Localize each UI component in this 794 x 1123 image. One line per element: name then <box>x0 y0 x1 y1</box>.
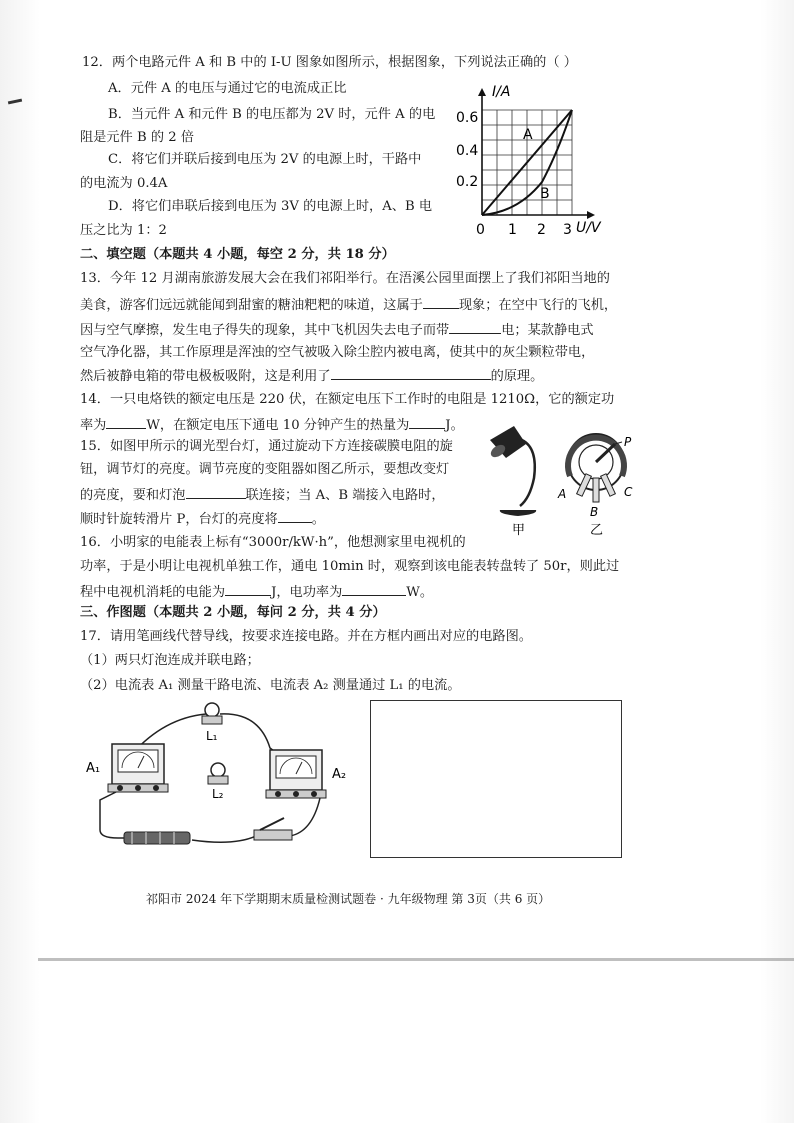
desk-lamp-icon <box>489 426 537 516</box>
rheostat-label-b: B <box>590 505 599 519</box>
q12-option-a: A．元件 A 的电压与通过它的电流成正比 <box>108 81 347 96</box>
q16-line3 <box>80 582 433 602</box>
q14-line2-text-c: J。 <box>445 418 464 433</box>
q13-line5-text-a: 然后被静电箱的带电极板吸附，这是利用了 <box>80 369 331 384</box>
ammeter-a1-icon <box>108 744 168 792</box>
iu-graph <box>448 82 618 242</box>
q15-line4 <box>80 509 325 529</box>
graph-y-tick-06: 0.6 <box>456 110 479 126</box>
q15-line3-text-b: 联连接；当 A、B 端接入电路时， <box>245 488 445 503</box>
rheostat-label-a: A <box>558 487 567 501</box>
q16-line3-text-a: 程中电视机消耗的电能为 <box>80 585 226 600</box>
rheostat-icon <box>568 434 624 502</box>
figure-yi-label: 乙 <box>590 523 604 538</box>
q15-blank-2[interactable] <box>278 509 312 523</box>
label-a2: A₂ <box>332 767 347 782</box>
q17-line2: （1）两只灯泡连成并联电路； <box>80 653 260 668</box>
switch-icon <box>254 818 292 840</box>
q12-option-d-line2: 压之比为 1：2 <box>80 223 167 238</box>
graph-y-axis-label: I/A <box>492 84 511 100</box>
page-footer: 祁阳市 2024 年下学期期末质量检测试题卷 · 九年级物理 第 3页（共 6 页） <box>146 892 551 906</box>
graph-x-tick-2: 2 <box>537 222 546 238</box>
q16-line2: 功率，于是小明让电视机单独工作，通电 10min 时，观察到该电能表转盘转了 50r，则此过 <box>80 559 620 574</box>
graph-curve-b-label: B <box>540 186 550 202</box>
q13-line2-text-a: 美食，游客们远远就能闻到甜蜜的糖油粑粑的味道，这属于 <box>80 298 423 313</box>
circuit-diagram-answer-box[interactable] <box>370 700 622 858</box>
q12-option-b-line2: 阻是元件 B 的 2 倍 <box>80 130 194 145</box>
section-3-heading: 三、作图题（本题共 2 小题，每问 2 分，共 4 分） <box>80 605 386 620</box>
q16-line3-text-c: W。 <box>406 585 434 600</box>
label-l2: L₂ <box>212 787 224 801</box>
q13-line2 <box>80 295 617 315</box>
q14-line1: 14．一只电烙铁的额定电压是 220 伏，在额定电压下工作时的电阻是 1210Ω，它的额定功 <box>80 392 615 407</box>
q14-blank-2[interactable] <box>409 415 445 429</box>
q12-option-c-line2: 的电流为 0.4A <box>80 176 168 191</box>
lamp-l2-icon <box>208 763 228 784</box>
graph-curve-a-label: A <box>523 127 533 143</box>
q13-line2-text-b: 现象；在空中飞行的飞机， <box>458 298 618 313</box>
q14-line2 <box>80 415 464 435</box>
q13-blank-1[interactable] <box>423 295 459 309</box>
q16-blank-1[interactable] <box>225 582 271 596</box>
figure-jia-label: 甲 <box>512 523 526 538</box>
q14-line2-text-a: 率为 <box>80 418 107 433</box>
q15-line4-text-a: 顺时针旋转滑片 P，台灯的亮度将 <box>80 512 278 527</box>
q15-line3-text-a: 的亮度，要和灯泡 <box>80 488 186 503</box>
q13-blank-3[interactable] <box>331 366 491 380</box>
ammeter-a2-icon <box>266 750 326 798</box>
q13-blank-2[interactable] <box>449 320 501 334</box>
battery-icon <box>124 832 190 844</box>
rheostat-label-p: P <box>624 435 632 449</box>
q12-option-d-line1: D．将它们串联后接到电压为 3V 的电源上时，A、B 电 <box>108 199 433 214</box>
q15-line2: 钮，调节灯的亮度。调节亮度的变阻器如图乙所示，要想改变灯 <box>80 462 450 477</box>
label-a1: A₁ <box>86 761 101 776</box>
q12-stem: 12．两个电路元件 A 和 B 中的 I-U 图象如图所示，根据图象，下列说法正确的（ ） <box>82 55 577 70</box>
q16-line3-text-b: J，电功率为 <box>271 585 343 600</box>
rheostat-label-c: C <box>624 485 633 499</box>
q13-line5-text-b: 的原理。 <box>490 369 544 384</box>
graph-x-tick-3: 3 <box>563 222 572 238</box>
graph-y-tick-02: 0.2 <box>456 174 479 190</box>
graph-x-tick-0: 0 <box>476 222 485 238</box>
q17-line1: 17．请用笔画线代替导线，按要求连接电路。并在方框内画出对应的电路图。 <box>80 629 532 644</box>
q15-blank-1[interactable] <box>186 485 246 499</box>
q14-line2-text-b: W，在额定电压下通电 10 分钟产生的热量为 <box>146 418 410 433</box>
q13-line4: 空气净化器，其工作原理是浑浊的空气被吸入除尘腔内被电离，使其中的灰尘颗粒带电， <box>80 345 595 360</box>
graph-y-tick-04: 0.4 <box>456 143 479 159</box>
q17-line3: （2）电流表 A₁ 测量干路电流、电流表 A₂ 测量通过 L₁ 的电流。 <box>80 678 461 693</box>
q12-option-c-line1: C．将它们并联后接到电压为 2V 的电源上时，干路中 <box>108 152 422 167</box>
q12-option-b-line1: B．当元件 A 和元件 B 的电压都为 2V 时，元件 A 的电 <box>108 107 436 122</box>
scan-edge <box>38 958 794 961</box>
q16-line1: 16．小明家的电能表上标有“3000r/kW·h”，他想测家里电视机的 <box>80 535 466 550</box>
q13-line3 <box>80 320 594 340</box>
q13-line3-text-b: 电；某款静电式 <box>501 323 594 338</box>
q15-line3 <box>80 485 445 505</box>
graph-x-axis-label: U/V <box>576 220 601 236</box>
q14-blank-1[interactable] <box>106 415 146 429</box>
circuit-apparatus-figure <box>84 698 364 858</box>
q16-blank-2[interactable] <box>342 582 406 596</box>
label-l1: L₁ <box>206 729 218 743</box>
q13-line1: 13．今年 12 月湖南旅游发展大会在我们祁阳举行。在浯溪公园里面摆上了我们祁阳当地的 <box>80 271 610 286</box>
lamp-rheostat-figure <box>478 418 650 538</box>
q13-line3-text-a: 因与空气摩擦，发生电子得失的现象，其中飞机因失去电子而带 <box>80 323 450 338</box>
section-2-heading: 二、填空题（本题共 4 小题，每空 2 分，共 18 分） <box>80 247 395 262</box>
q13-line5 <box>80 366 543 386</box>
q15-line4-text-b: 。 <box>311 512 325 527</box>
graph-x-tick-1: 1 <box>508 222 517 238</box>
q15-line1: 15．如图甲所示的调光型台灯，通过旋动下方连接碳膜电阻的旋 <box>80 439 453 454</box>
